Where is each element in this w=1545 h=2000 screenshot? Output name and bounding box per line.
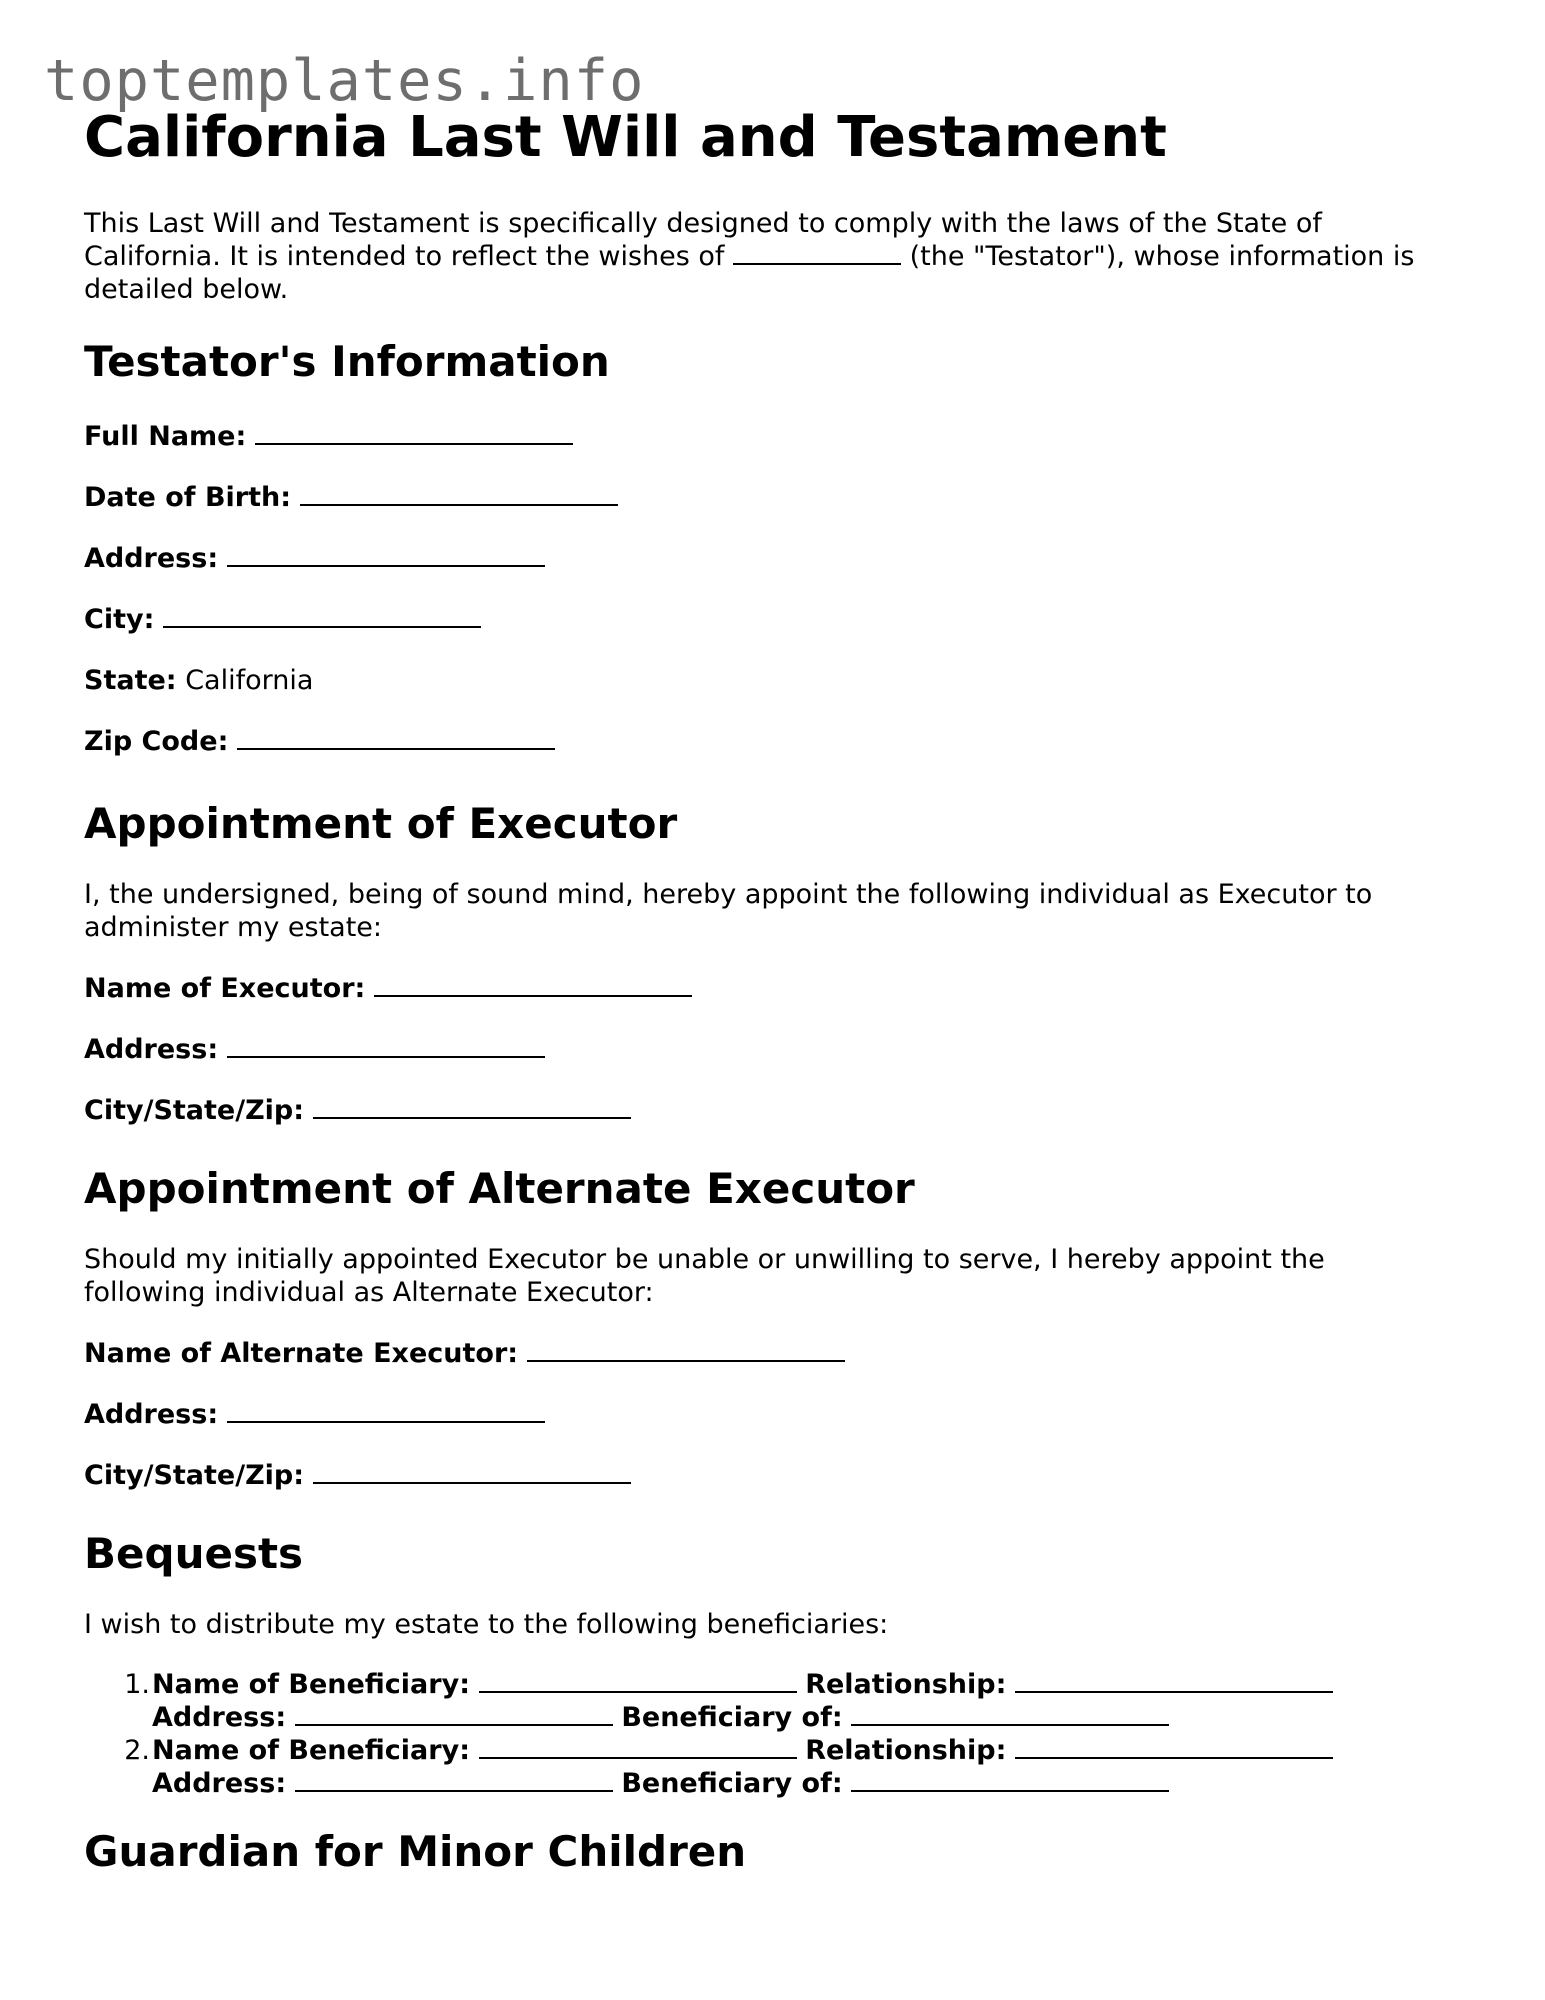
- bequests-paragraph: I wish to distribute my estate to the following beneficiaries:: [84, 1609, 889, 1640]
- list-item: [152, 1767, 1169, 1800]
- full-name-field: [84, 420, 573, 454]
- beneficiary-address-blank[interactable]: [295, 1702, 613, 1726]
- zip-field: [84, 725, 555, 759]
- address-field: [84, 542, 545, 576]
- relationship-blank[interactable]: [1015, 1669, 1333, 1693]
- full-name-blank[interactable]: [255, 421, 573, 445]
- beneficiary-address-blank[interactable]: [295, 1768, 613, 1792]
- alternate-heading: Appointment of Alternate Executor: [84, 1164, 915, 1213]
- state-label: State:: [84, 665, 177, 696]
- city-blank[interactable]: [163, 604, 481, 628]
- alternate-csz-blank[interactable]: [313, 1460, 631, 1484]
- dob-blank[interactable]: [300, 482, 618, 506]
- executor-heading: Appointment of Executor: [84, 799, 678, 848]
- dob-label: Date of Birth:: [84, 482, 292, 513]
- executor-paragraph: I, the undersigned, being of sound mind, hereby appoint the following individual as Executor to administer my estate:: [84, 879, 1373, 943]
- executor-name-blank[interactable]: [374, 973, 692, 997]
- beneficiary-row-2-line-2: [84, 1767, 1484, 1800]
- beneficiary-address-label: Address:: [152, 1768, 287, 1799]
- executor-address-blank[interactable]: [227, 1034, 545, 1058]
- beneficiary-name-blank[interactable]: [479, 1735, 797, 1759]
- zip-label: Zip Code:: [84, 726, 229, 757]
- document-title: California Last Will and Testament: [84, 105, 1167, 170]
- beneficiary-row-1-line-2: [84, 1701, 1484, 1734]
- alternate-address-label: Address:: [84, 1399, 219, 1430]
- address-blank[interactable]: [227, 543, 545, 567]
- beneficiary-row-1-line-1: [84, 1668, 1484, 1701]
- intro-paragraph: [84, 207, 1454, 306]
- alternate-address-blank[interactable]: [227, 1399, 545, 1423]
- relationship-label: Relationship:: [805, 1735, 1007, 1766]
- relationship-blank[interactable]: [1015, 1735, 1333, 1759]
- full-name-label: Full Name:: [84, 421, 247, 452]
- relationship-label: Relationship:: [805, 1669, 1007, 1700]
- executor-name-label: Name of Executor:: [84, 973, 366, 1004]
- state-value: California: [185, 665, 314, 696]
- beneficiary-row-2-line-1: [84, 1734, 1484, 1767]
- beneficiary-of-label: Beneficiary of:: [621, 1702, 843, 1733]
- bequests-heading: Bequests: [84, 1529, 304, 1578]
- list-number: 1.: [124, 1669, 150, 1700]
- alternate-name-blank[interactable]: [527, 1338, 845, 1362]
- list-item: [152, 1668, 1333, 1701]
- alternate-name-label: Name of Alternate Executor:: [84, 1338, 519, 1369]
- alternate-address-field: [84, 1398, 545, 1432]
- intro-text-before: This Last Will and Testament is specifically designed to comply with the laws of the State of California. It is intended to reflect the wishes of: [84, 208, 1322, 272]
- beneficiary-name-label: Name of Beneficiary:: [152, 1735, 470, 1766]
- zip-blank[interactable]: [237, 726, 555, 750]
- intro-text-after: (the "Testator"), whose information is detailed below.: [84, 241, 1415, 305]
- beneficiary-name-label: Name of Beneficiary:: [152, 1669, 470, 1700]
- address-label: Address:: [84, 543, 219, 574]
- city-label: City:: [84, 604, 155, 635]
- beneficiary-of-blank[interactable]: [851, 1768, 1169, 1792]
- executor-csz-blank[interactable]: [313, 1095, 631, 1119]
- alternate-paragraph: Should my initially appointed Executor be unable or unwilling to serve, I hereby appoint the following individual as Alternate Executor:: [84, 1244, 1325, 1308]
- list-item: [152, 1701, 1169, 1734]
- watermark: toptemplates.info: [44, 48, 645, 114]
- alternate-csz-label: City/State/Zip:: [84, 1460, 305, 1491]
- alternate-csz-field: [84, 1459, 631, 1493]
- testator-name-blank[interactable]: [733, 241, 901, 265]
- beneficiary-of-blank[interactable]: [851, 1702, 1169, 1726]
- beneficiary-list: [84, 1668, 1484, 1800]
- beneficiary-name-blank[interactable]: [479, 1669, 797, 1693]
- city-field: [84, 603, 481, 637]
- executor-address-field: [84, 1033, 545, 1067]
- alternate-name-field: [84, 1337, 845, 1371]
- executor-csz-field: [84, 1094, 631, 1128]
- list-item: [152, 1734, 1333, 1767]
- guardian-heading: Guardian for Minor Children: [84, 1827, 747, 1876]
- executor-csz-label: City/State/Zip:: [84, 1095, 305, 1126]
- executor-name-field: [84, 972, 692, 1006]
- beneficiary-address-label: Address:: [152, 1702, 287, 1733]
- testator-heading: Testator's Information: [84, 337, 610, 386]
- dob-field: [84, 481, 618, 515]
- list-number: 2.: [124, 1735, 150, 1766]
- beneficiary-of-label: Beneficiary of:: [621, 1768, 843, 1799]
- executor-address-label: Address:: [84, 1034, 219, 1065]
- state-field: [84, 664, 313, 698]
